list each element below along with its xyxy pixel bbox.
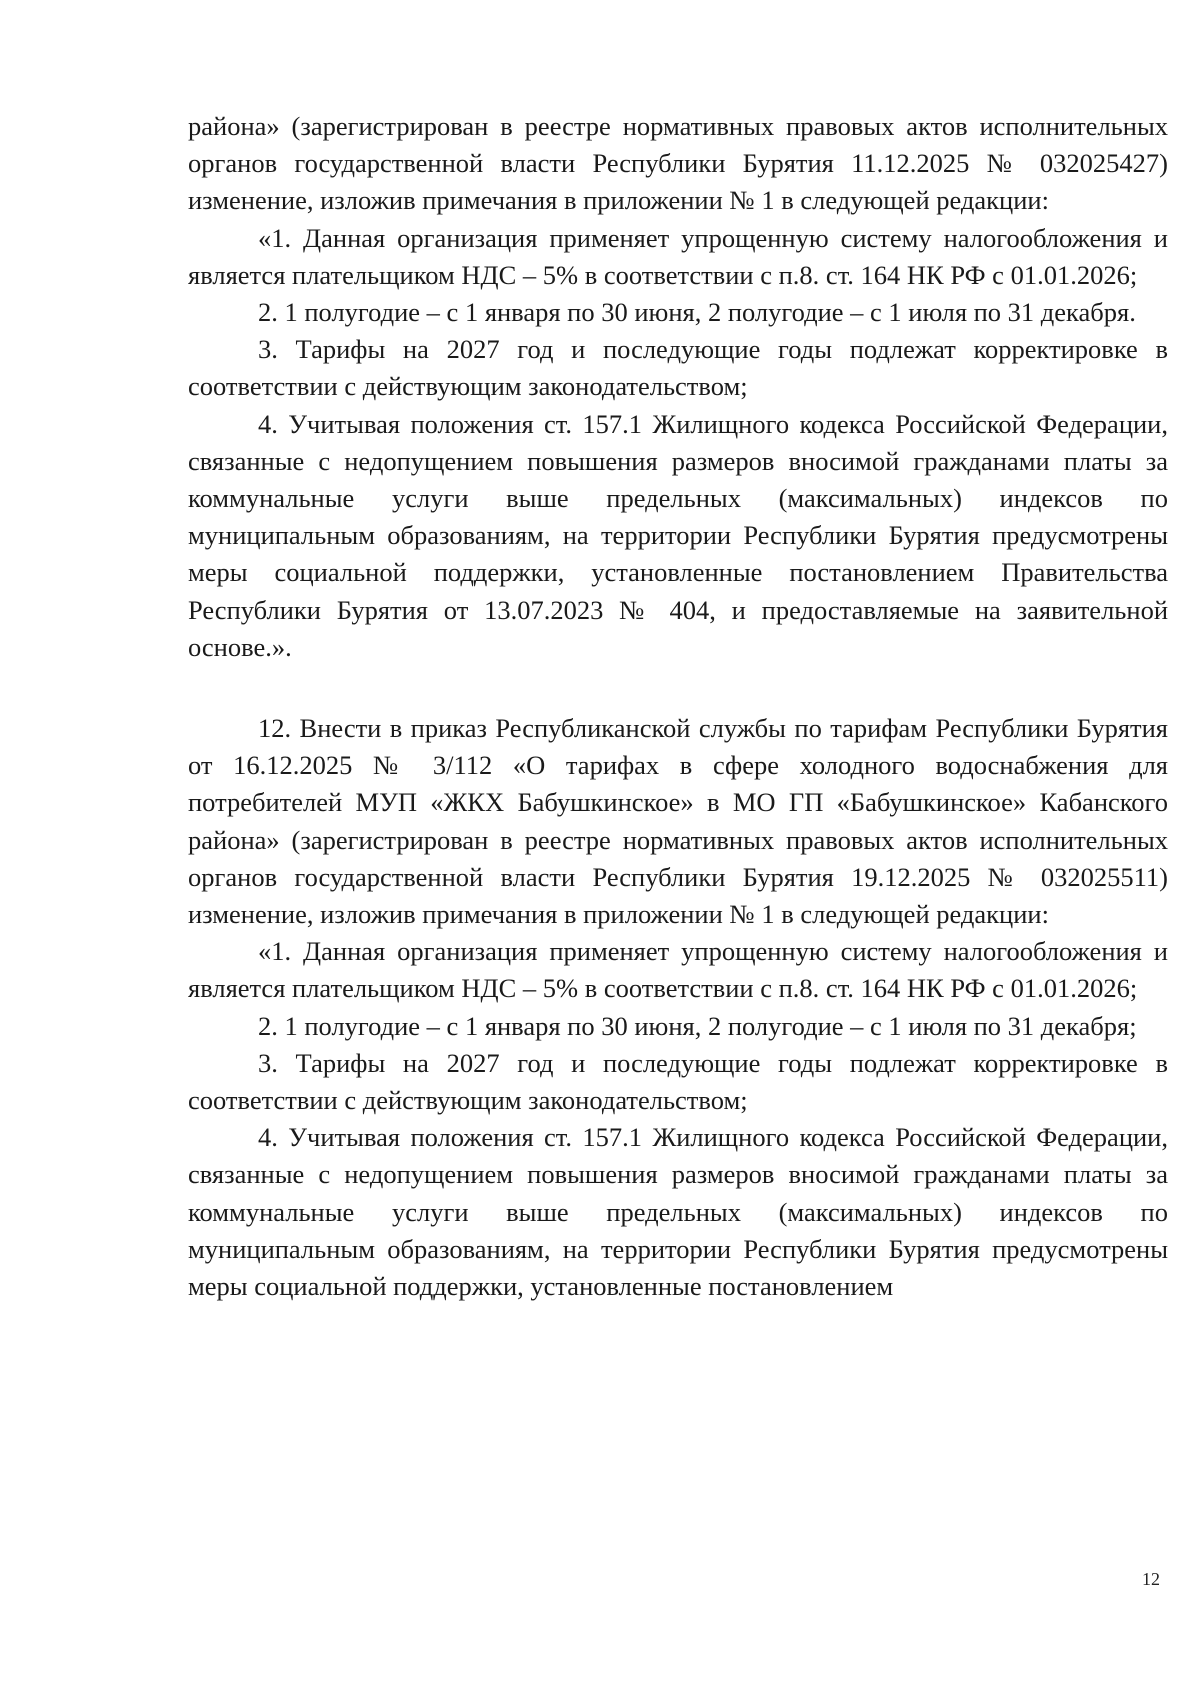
note-3: 3. Тарифы на 2027 год и последующие годы подлежат корректировке в соответствии с действующим законодательством;: [188, 334, 1168, 402]
note-2: 2. 1 полугодие – с 1 января по 30 июня, 2 полугодие – с 1 июля по 31 декабря.: [258, 297, 1136, 328]
paragraph-continuation: района» (зарегистрирован в реестре нормативных правовых актов исполнительных органов государственной власти Республики Бурятия 11.12.2025 № 032025427) изменение, изложив примечания в приложении № 1 в следующей редакции:: [188, 111, 1168, 216]
item-12: 12. Внести в приказ Республиканской службы по тарифам Республики Бурятия от 16.12.2025 № 3/112 «О тарифах в сфере холодного водоснабжения для потребителей МУП «ЖКХ Бабушкинское» в МО ГП «Бабушкинское» Кабанского района» (зарегистрирован в реестре нормативных правовых актов исполнительных органов государственной власти Республики Бурятия 19.12.2025 № 032025511) изменение, изложив примечания в приложении № 1 в следующей редакции:: [188, 713, 1168, 930]
note-4: 4. Учитывая положения ст. 157.1 Жилищного кодекса Российской Федерации, связанные с недопущением повышения размеров вносимой гражданами платы за коммунальные услуги выше предельных (максимальных) индексов по муниципальным образованиям, на территории Республики Бурятия предусмотрены меры социальной поддержки, установленные постановлением Правительства Республики Бурятия от 13.07.2023 № 404, и предоставляемые на заявительной основе.».: [188, 408, 1168, 662]
page-number: 12: [1142, 1569, 1160, 1589]
note-2-b: 2. 1 полугодие – с 1 января по 30 июня, 2 полугодие – с 1 июля по 31 декабря;: [258, 1010, 1137, 1041]
document-body: [188, 108, 1168, 1305]
note-1: «1. Данная организация применяет упрощенную систему налогообложения и является плательщиком НДС – 5% в соответствии с п.8. ст. 164 НК РФ с 01.01.2026;: [188, 222, 1168, 290]
note-4-b: 4. Учитывая положения ст. 157.1 Жилищного кодекса Российской Федерации, связанные с недопущением повышения размеров вносимой гражданами платы за коммунальные услуги выше предельных (максимальных) индексов по муниципальным образованиям, на территории Республики Бурятия предусмотрены меры социальной поддержки, установленные постановлением: [188, 1122, 1168, 1302]
note-1-b: «1. Данная организация применяет упрощенную систему налогообложения и является плательщиком НДС – 5% в соответствии с п.8. ст. 164 НК РФ с 01.01.2026;: [188, 936, 1168, 1004]
paragraph-gap: [188, 666, 1168, 710]
note-3-b: 3. Тарифы на 2027 год и последующие годы подлежат корректировке в соответствии с действующим законодательством;: [188, 1047, 1168, 1116]
